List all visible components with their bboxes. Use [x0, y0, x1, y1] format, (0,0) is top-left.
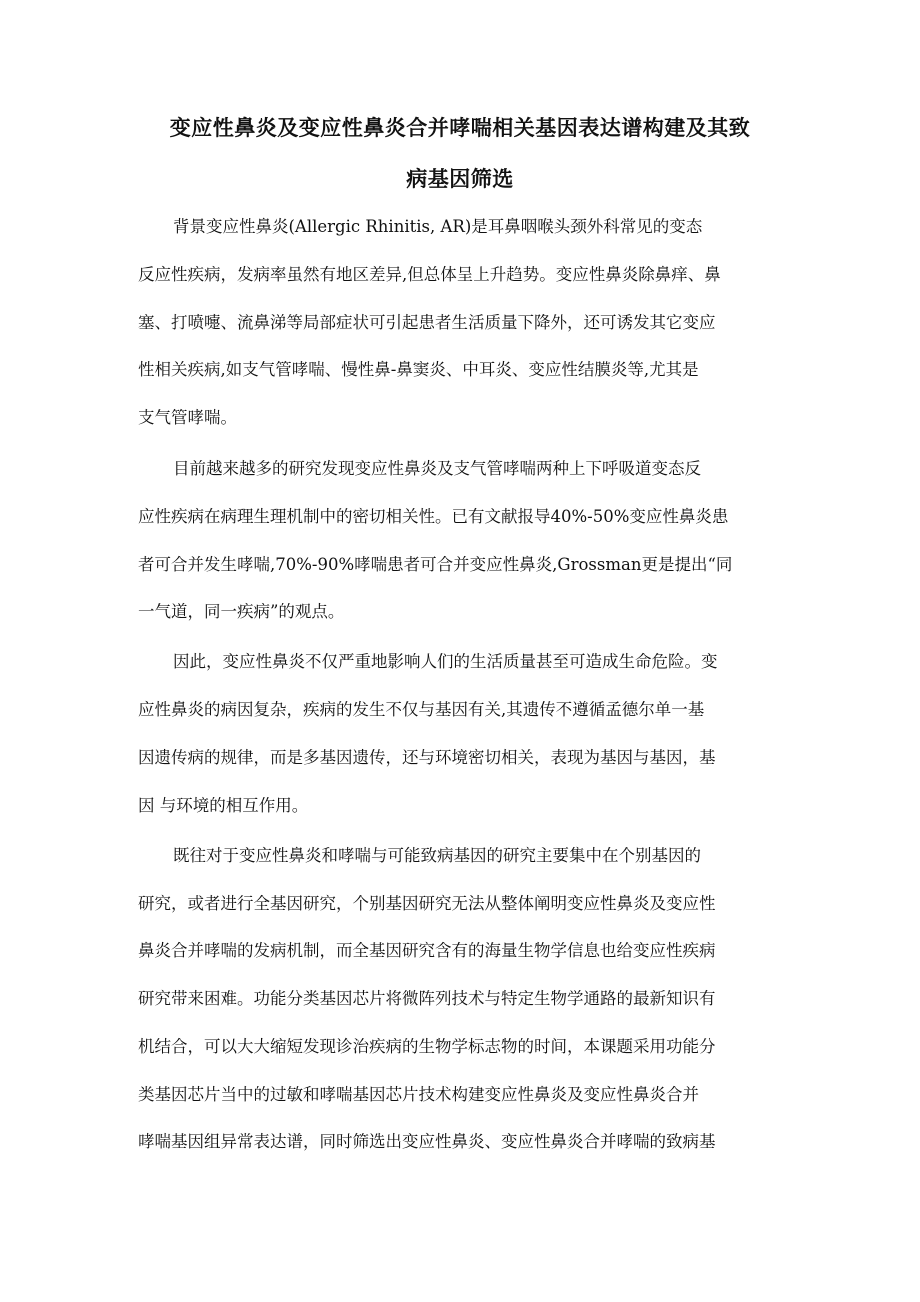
paragraph-3-line-2: 应性鼻炎的病因复杂，疾病的发生不仅与基因有关,其遗传不遵循孟德尔单一基 — [138, 700, 705, 719]
paragraph-2-line-2: 应性疾病在病理生理机制中的密切相关性。已有文献报导40%-50%变应性鼻炎患 — [138, 507, 729, 526]
paragraph-4-line-2: 研究，或者进行全基因研究，个别基因研究无法从整体阐明变应性鼻炎及变应性 — [138, 894, 716, 913]
paragraph-3-line-1: 因此，变应性鼻炎不仅严重地影响人们的生活质量甚至可造成生命危险。变 — [173, 652, 718, 671]
paragraph-2-line-4: 一气道，同一疾病”的观点。 — [138, 602, 345, 621]
paragraph-1-line-4: 性相关疾病,如支气管哮喘、慢性鼻-鼻窦炎、中耳炎、变应性结膜炎等,尤其是 — [138, 360, 699, 379]
paragraph-4-line-6: 类基因芯片当中的过敏和哮喘基因芯片技术构建变应性鼻炎及变应性鼻炎合并 — [138, 1085, 699, 1104]
paragraph-1-line-3: 塞、打喷嚏、流鼻涕等局部症状可引起患者生活质量下降外，还可诱发其它变应 — [138, 313, 716, 332]
paragraph-4-line-7: 哮喘基因组异常表达谱，同时筛选出变应性鼻炎、变应性鼻炎合并哮喘的致病基 — [138, 1132, 716, 1151]
document-title-line-2: 病基因筛选 — [406, 167, 514, 191]
paragraph-4-line-5: 机结合，可以大大缩短发现诊治疾病的生物学标志物的时间，本课题采用功能分 — [138, 1037, 716, 1056]
paragraph-4-line-4: 研究带来困难。功能分类基因芯片将微阵列技术与特定生物学通路的最新知识有 — [138, 989, 716, 1008]
paragraph-2-line-3: 者可合并发生哮喘,70%-90%哮喘患者可合并变应性鼻炎,Grossman更是提出“同 — [138, 555, 733, 574]
paragraph-3-line-4: 因 与环境的相互作用。 — [138, 796, 309, 815]
paragraph-3-line-3: 因遗传病的规律，而是多基因遗传，还与环境密切相关，表现为基因与基因，基 — [138, 748, 716, 767]
paragraph-1-line-1: 背景变应性鼻炎(Allergic Rhinitis, AR)是耳鼻咽喉头颈外科常见的变态 — [173, 217, 703, 236]
paragraph-1-line-2: 反应性疾病，发病率虽然有地区差异,但总体呈上升趋势。变应性鼻炎除鼻痒、鼻 — [138, 265, 721, 284]
paragraph-2-line-1: 目前越来越多的研究发现变应性鼻炎及支气管哮喘两种上下呼吸道变态反 — [173, 459, 701, 478]
paragraph-4-line-3: 鼻炎合并哮喘的发病机制，而全基因研究含有的海量生物学信息也给变应性疾病 — [138, 941, 716, 960]
paragraph-4-line-1: 既往对于变应性鼻炎和哮喘与可能致病基因的研究主要集中在个别基因的 — [173, 846, 701, 865]
document-title-line-1: 变应性鼻炎及变应性鼻炎合并哮喘相关基因表达谱构建及其致 — [169, 116, 751, 140]
paragraph-1-line-5: 支气管哮喘。 — [138, 408, 237, 427]
